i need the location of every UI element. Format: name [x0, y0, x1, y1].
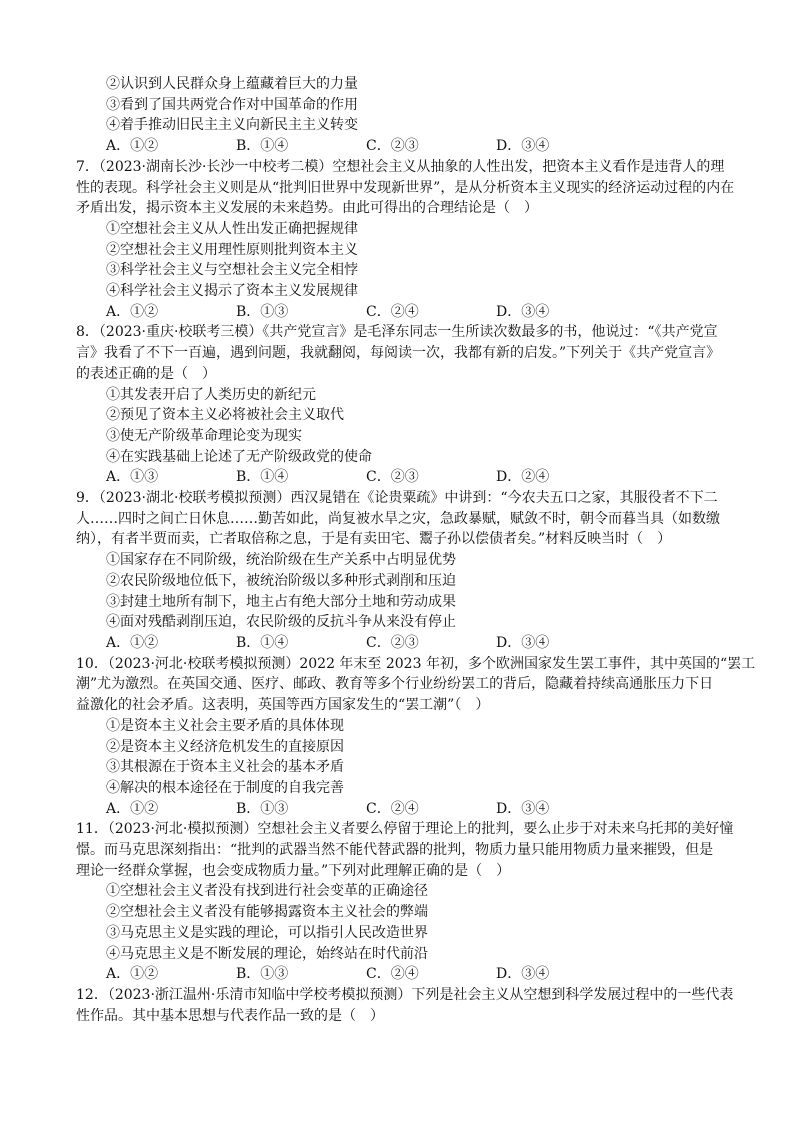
option-d: D．③④: [496, 303, 550, 320]
option-b: B．①③: [236, 800, 289, 817]
question-stem: 性的表现。科学社会主义则是从“批判旧世界中发现新世界”，是从分析资本主义现实的经济运动过程的内在: [76, 179, 735, 196]
option-c: C．②③: [366, 138, 419, 155]
question-6-continuation: [76, 74, 726, 157]
exam-page: [76, 74, 756, 1026]
answer-choice-item: ④面对残酷剥削压迫，农民阶级的反抗斗争从来没有停止: [106, 614, 456, 631]
answer-options-row: [76, 136, 726, 157]
question-stem: 矛盾出发，揭示资本主义发展的未来趋势。由此可得出的合理结论是（ ）: [76, 200, 538, 217]
option-a: A．①②: [106, 303, 159, 320]
answer-choice-item: ①空想社会主义从人性出发正确把握规律: [106, 220, 358, 237]
answer-choice-item: ③其根源在于资本主义社会的基本矛盾: [106, 759, 344, 776]
answer-options-row: [76, 467, 726, 488]
option-d: D．③④: [496, 800, 550, 817]
answer-choice-item: ②农民阶级地位低下，被统治阶级以多种形式剥削和压迫: [106, 572, 456, 589]
question-stem: 潮”尤为激烈。在英国交通、医疗、邮政、教育等多个行业纷纷罢工的背后，隐藏着持续高通胀压力下日: [76, 676, 714, 693]
option-d: D．②④: [496, 469, 550, 486]
answer-choice-item: ③封建土地所有制下，地主占有绝大部分土地和劳动成果: [106, 593, 456, 610]
option-c: C．②③: [366, 634, 419, 651]
answer-choice-item: ④在实践基础上论述了无产阶级政党的使命: [106, 448, 372, 465]
answer-choice-item: ④着手推动旧民主主义向新民主主义转变: [106, 117, 358, 134]
answer-choice-item: ③使无产阶级革命理论变为现实: [106, 427, 302, 444]
question-stem: 7．（2023·湖南长沙·长沙一中校考二模）空想社会主义从抽象的人性出发，把资本主义看作是违背人的理: [76, 158, 725, 175]
option-a: A．①②: [106, 138, 159, 155]
option-a: A．①②: [106, 634, 159, 651]
option-b: B．①④: [236, 469, 289, 486]
question-stem: 10．（2023·河北·校联考模拟预测）2022 年末至 2023 年初，多个欧洲国家发生罢工事件，其中英国的“罢工: [76, 655, 756, 672]
answer-choice-item: ③看到了国共两党合作对中国革命的作用: [106, 96, 358, 113]
question-stem: 人……四时之间亡日休息……勤苦如此，尚复被水旱之灾，急政暴赋，赋敛不时，朝令而暮当具（如数缴: [76, 510, 720, 527]
answer-options-row: [76, 964, 726, 985]
answer-choice-item: ④解决的根本途径在于制度的自我完善: [106, 779, 344, 796]
question-stem: 性作品。其中基本思想与代表作品一致的是（ ）: [76, 1007, 384, 1024]
answer-choice-item: ②空想社会主义者没有能够揭露资本主义社会的弊端: [106, 904, 428, 921]
question-stem: 8．（2023·重庆·校联考三模）《共产党宣言》是毛泽东同志一生所读次数最多的书，他说过：“《共产党宣: [76, 324, 718, 341]
option-d: D．③④: [496, 966, 550, 983]
answer-choice-item: ④马克思主义是不断发展的理论，始终站在时代前沿: [106, 945, 428, 962]
answer-choice-item: ①国家存在不同阶级，统治阶级在生产关系中占明显优势: [106, 552, 456, 569]
option-a: A．①③: [106, 469, 159, 486]
answer-choice-item: ④科学社会主义揭示了资本主义发展规律: [106, 283, 358, 300]
option-a: A．①②: [106, 966, 159, 983]
question-stem: 12．（2023·浙江温州·乐清市知临中学校考模拟预测）下列是社会主义从空想到科学发展过程中的一些代表: [76, 986, 734, 1003]
answer-choice-item: ③科学社会主义与空想社会主义完全相悖: [106, 262, 358, 279]
option-b: B．①③: [236, 966, 289, 983]
question-stem: 9．（2023·湖北·校联考模拟预测）西汉晁错在《论贵粟疏》中讲到：“今农夫五口之家，其服役者不下二: [76, 490, 718, 507]
option-a: A．①②: [106, 800, 159, 817]
answer-choice-item: ①是资本主义社会主要矛盾的具体体现: [106, 717, 344, 734]
answer-options-row: [76, 799, 726, 820]
question-stem: 益激化的社会矛盾。这表明，英国等西方国家发生的“罢工潮”（ ）: [76, 697, 490, 714]
answer-choice-item: ③马克思主义是实践的理论，可以指引人民改造世界: [106, 924, 428, 941]
question-8: [76, 322, 726, 488]
answer-choice-item: ②认识到人民群众身上蕴藏着巨大的力量: [106, 76, 358, 92]
option-b: B．①④: [236, 634, 289, 651]
option-c: C．②④: [366, 966, 419, 983]
option-c: C．②④: [366, 303, 419, 320]
answer-choice-item: ①空想社会主义者没有找到进行社会变革的正确途径: [106, 883, 428, 900]
question-9: [76, 488, 726, 654]
question-stem: 的表述正确的是（ ）: [76, 365, 216, 382]
answer-options-row: [76, 633, 726, 654]
question-stem: 理论一经群众掌握，也会变成物质力量。”下列对此理解正确的是（ ）: [76, 862, 511, 879]
option-b: B．①④: [236, 138, 289, 155]
option-d: D．③④: [496, 138, 550, 155]
question-11: [76, 819, 734, 985]
option-b: B．①③: [236, 303, 289, 320]
answer-options-row: [76, 302, 726, 323]
option-c: C．②③: [366, 469, 419, 486]
option-d: D．③④: [496, 634, 550, 651]
question-stem: 言》我看了不下一百遍，遇到问题，我就翻阅，每阅读一次，我都有新的启发。”下列关于《共产党宣言》: [76, 345, 721, 362]
option-c: C．②④: [366, 800, 419, 817]
question-7: [76, 157, 735, 323]
question-12: [76, 985, 734, 1026]
question-stem: 憬。而马克思深刻指出：“批判的武器当然不能代替武器的批判，物质力量只能用物质力量来摧毁，但是: [76, 842, 714, 859]
answer-choice-item: ②预见了资本主义必将被社会主义取代: [106, 407, 344, 424]
answer-choice-item: ②空想社会主义用理性原则批判资本主义: [106, 241, 358, 258]
question-stem: 11．（2023·河北·模拟预测）空想社会主义者要么停留于理论上的批判，要么止步于对未来乌托邦的美好憧: [76, 821, 734, 838]
answer-choice-item: ①其发表开启了人类历史的新纪元: [106, 386, 316, 403]
answer-choice-item: ②是资本主义经济危机发生的直接原因: [106, 738, 344, 755]
question-stem: 纳），有者半贾而卖，亡者取倍称之息，于是有卖田宅、鬻子孙以偿债者矣。”材料反映当时（ ）: [76, 531, 672, 548]
question-10: [76, 654, 756, 820]
